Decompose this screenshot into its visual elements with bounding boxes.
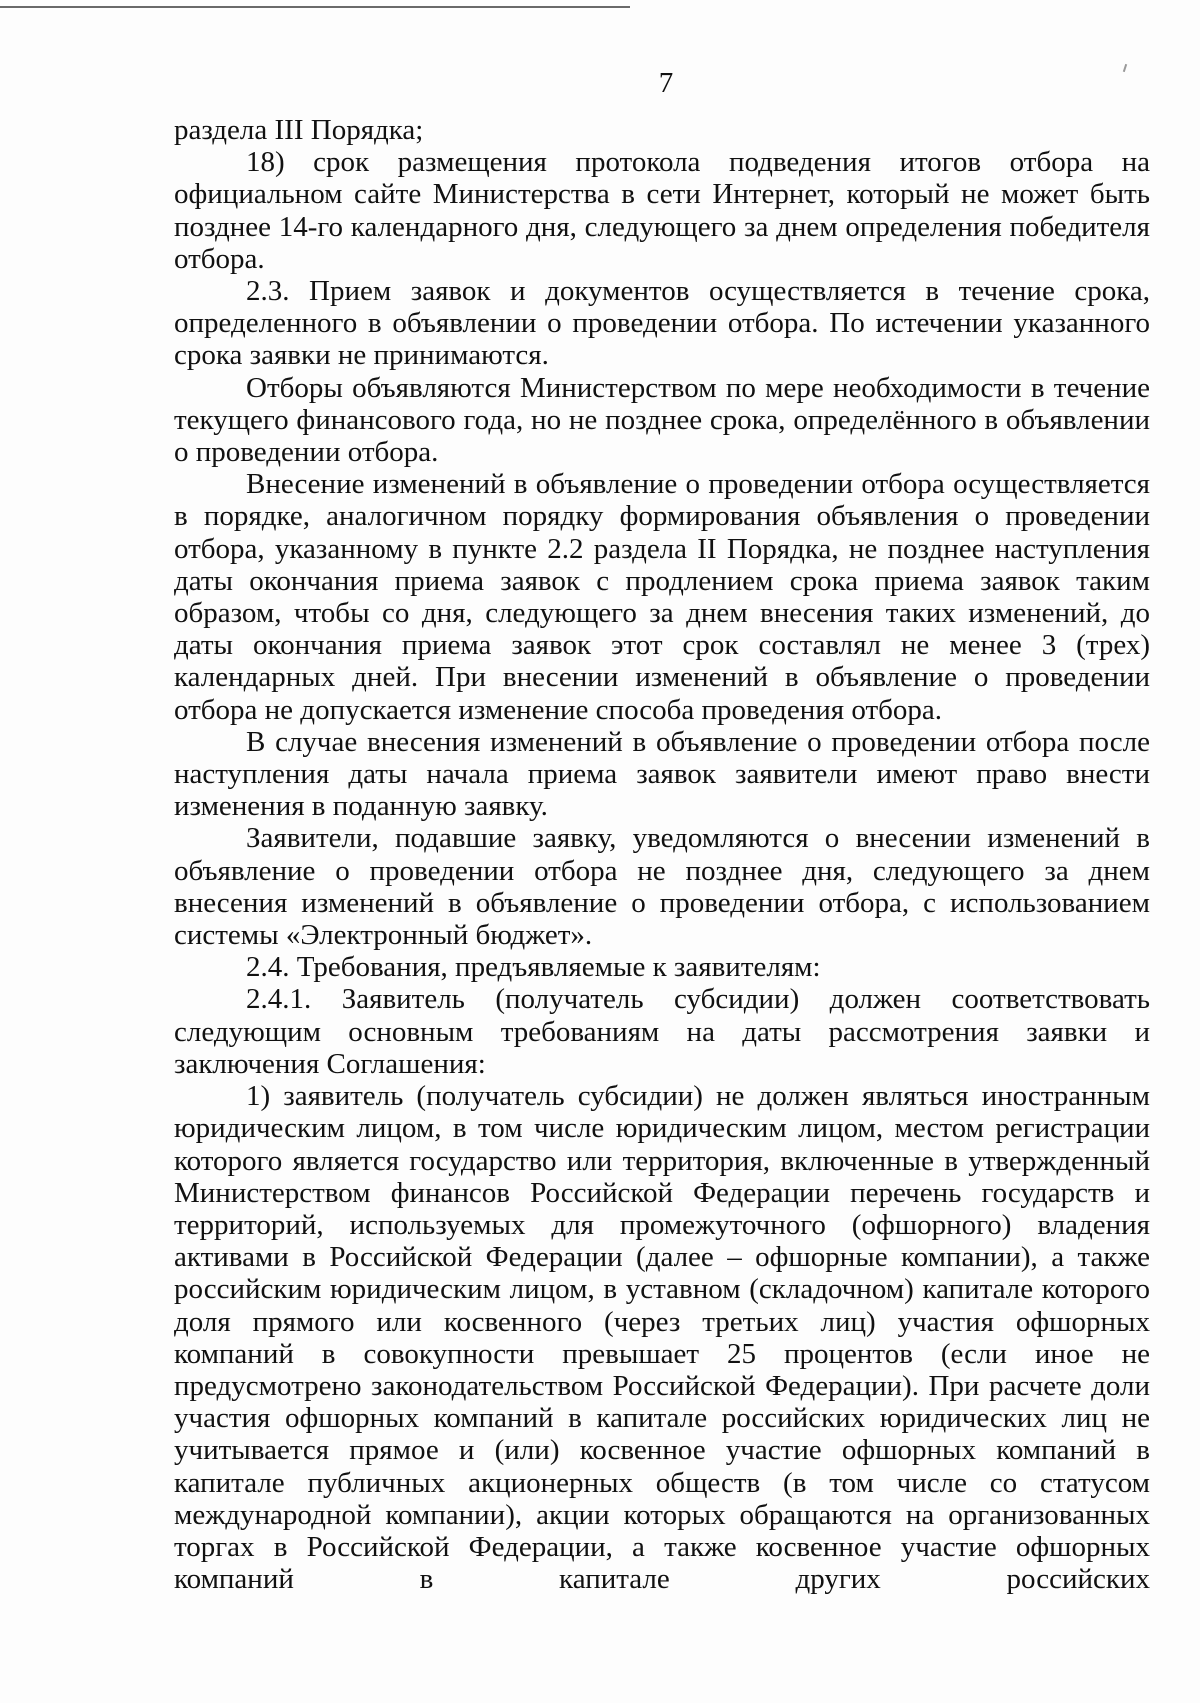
paragraph-continuation: раздела III Порядка;: [174, 114, 424, 146]
paragraph-application-changes: В случае внесения изменений в объявление о проведении отбора после наступления даты начала приема заявок заявители имеют право внести изменения в поданную заявку.: [174, 725, 1150, 823]
paragraph-2-3: 2.3. Прием заявок и документов осуществляется в течение срока, определенного в объявлении о проведении отбора. По истечении указанного срока заявки не принимаются.: [174, 275, 1150, 372]
paragraph-selection-announcement: Отборы объявляются Министерством по мере необходимости в течение текущего финансового года, но не позднее срока, определённого в объявлении о проведении отбора.: [174, 371, 1150, 469]
paragraph-2-4-1: 2.4.1. Заявитель (получатель субсидии) должен соответствовать следующим основным требованиям на даты рассмотрения заявки и заключения Соглашения:: [174, 983, 1150, 1080]
paragraph-requirement-1: 1) заявитель (получатель субсидии) не должен являться иностранным юридическим лицом, в том числе юридическим лицом, местом регистрации которого является государство или территория, включенные в утвержденный Министерством финансов Российской Федерации перечень государств и территорий, используемых для промежуточного (офшорного) владения активами в Российской Федерации (далее – офшорные компании), а также российским юридическим лицом, в уставном (складочном) капитале которого доля прямого или косвенного (через третьих лиц) участия офшорных компаний в совокупности превышает 25 процентов (если иное не предусмотрено законодательством Российской Федерации). При расчете доли участия офшорных компаний в капитале российских юридических лиц не учитывается прямое и (или) косвенное участие офшорных компаний в капитале публичных акционерных обществ (в том числе со статусом международной компании), акции которых обращаются на организованных торгах в Российской Федерации, а также косвенное участие офшорных компаний в капитале других российских: [174, 1080, 1150, 1596]
page-number: 7: [658, 67, 674, 99]
paragraph-item-18: 18) срок размещения протокола подведения итогов отбора на официальном сайте Министерства в сети Интернет, который не может быть позднее 14-го календарного дня, следующего за днем определения победителя отбора.: [174, 146, 1150, 275]
top-rule-line: [0, 6, 630, 8]
document-body: [174, 114, 1150, 1595]
paragraph-announcement-changes: Внесение изменений в объявление о проведении отбора осуществляется в порядке, аналогичном порядку формирования объявления о проведении отбора, указанному в пункте 2.2 раздела II Порядка, не позднее наступления даты окончания приема заявок с продлением срока приема заявок таким образом, чтобы со дня, следующего за днем внесения таких изменений, до даты окончания приема заявок этот срок составлял не менее 3 (трех) календарных дней. При внесении изменений в объявление о проведении отбора не допускается изменение способа проведения отбора.: [174, 468, 1150, 726]
paragraph-2-4: 2.4. Требования, предъявляемые к заявителям:: [246, 951, 821, 984]
paragraph-applicant-notification: Заявители, подавшие заявку, уведомляются о внесении изменений в объявление о проведении отбора не позднее дня, следующего за днем внесения изменений в объявление о проведении отбора, с использованием системы «Электронный бюджет».: [174, 822, 1150, 952]
